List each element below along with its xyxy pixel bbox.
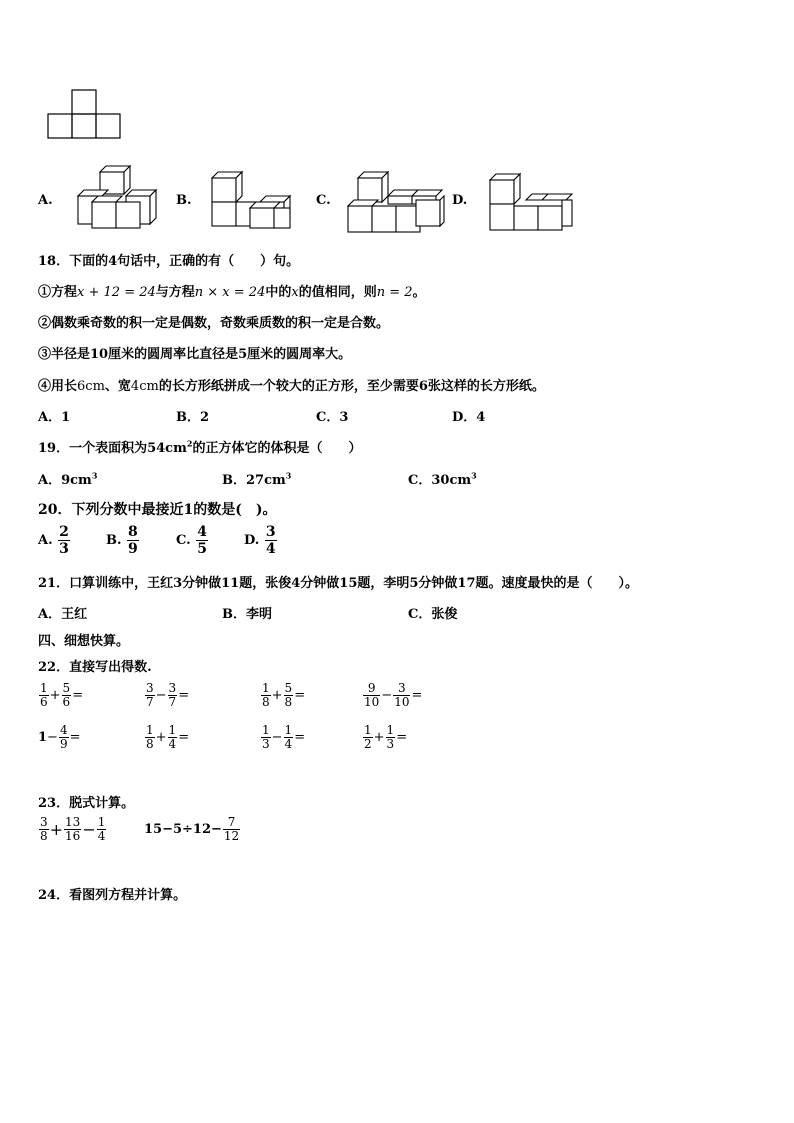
section-heading: 四、细想快算。 (38, 634, 130, 649)
q22-item-8: $\frac{1}{2}$ + $\frac{1}{3}$ = (364, 723, 408, 751)
q19-title: 19．一个表面积为$54cm^2$的正方体它的体积是（ ） (38, 438, 362, 456)
q17-option-a-label[interactable]: A. (38, 193, 53, 208)
q22-item-4: $\frac{9}{10}$ − $\frac{3}{10}$ = (364, 681, 423, 709)
three-view-diagram (48, 90, 122, 140)
q17-option-d-cubes[interactable] (486, 170, 578, 232)
q22-item-2: $\frac{3}{7}$ − $\frac{3}{7}$ = (146, 681, 190, 709)
q18-option-a[interactable]: A．1 (38, 410, 71, 425)
q19-option-b[interactable]: B．$27cm^3$ (222, 470, 292, 488)
q18-option-c[interactable]: C．3 (316, 410, 349, 425)
q18-title: 18．下面的4句话中，正确的有（ ）句。 (38, 254, 300, 269)
q23-expression-2: 15−5÷12− $\frac{7}{12}$ (144, 815, 240, 843)
q17-option-c-label[interactable]: C. (316, 193, 331, 208)
q18-statement-4: ④用长6cm、宽4cm的长方形纸拼成一个较大的正方形，至少需要6张这样的长方形纸。 (38, 379, 545, 394)
q19-option-c[interactable]: C．$30cm^3$ (408, 470, 477, 488)
q24-title: 24．看图列方程并计算。 (38, 888, 187, 903)
q22-item-1: $\frac{1}{6}$ + $\frac{5}{6}$ = (40, 681, 84, 709)
q22-item-7: $\frac{1}{3}$ − $\frac{1}{4}$ = (262, 723, 306, 751)
q18-option-b[interactable]: B．2 (176, 410, 210, 425)
q22-item-5: 1− $\frac{4}{9}$ = (38, 723, 81, 751)
q20-title: 20．下列分数中最接近1的数是( )。 (38, 502, 277, 518)
q18-statement-2: ②偶数乘奇数的积一定是偶数，奇数乘质数的积一定是合数。 (38, 316, 390, 331)
q23-expression-1: $\frac{3}{8}$ + $\frac{13}{16}$ − $\frac{1}{4}$ (40, 815, 106, 843)
q22-title: 22．直接写出得数. (38, 660, 152, 675)
q18-option-d[interactable]: D．4 (452, 410, 486, 425)
q22-item-6: $\frac{1}{8}$ + $\frac{1}{4}$ = (146, 723, 190, 751)
q20-option-a[interactable]: A. $\frac{2}{3}$ (38, 524, 69, 557)
q20-option-d[interactable]: D. $\frac{3}{4}$ (244, 524, 276, 557)
q20-option-c[interactable]: C. $\frac{4}{5}$ (176, 524, 207, 557)
q17-option-a-cubes[interactable] (72, 170, 164, 232)
q21-option-c[interactable]: C．张俊 (408, 607, 458, 622)
q19-option-a[interactable]: A．$9cm^3$ (38, 470, 98, 488)
q21-title: 21．口算训练中，王红3分钟做11题，张俊4分钟做15题，李明5分钟做17题。速度最快的是（ ）。 (38, 576, 639, 591)
q23-title: 23．脱式计算。 (38, 796, 135, 811)
q20-option-b[interactable]: B. $\frac{8}{9}$ (106, 524, 138, 557)
q22-item-3: $\frac{1}{8}$ + $\frac{5}{8}$ = (262, 681, 306, 709)
q17-option-b-cubes[interactable] (208, 170, 300, 232)
q17-option-b-label[interactable]: B. (176, 193, 192, 208)
q21-option-a[interactable]: A．王红 (38, 607, 88, 622)
q17-option-c-cubes[interactable] (344, 170, 444, 236)
q21-option-b[interactable]: B．李明 (222, 607, 272, 622)
q18-statement-3: ③半径是10厘米的圆周率比直径是5厘米的圆周率大。 (38, 347, 352, 362)
q18-statement-1: ①方程x + 12 = 24与方程n × x = 24中的x的值相同，则n = 2。 (38, 285, 426, 300)
q17-option-d-label[interactable]: D. (452, 193, 468, 208)
